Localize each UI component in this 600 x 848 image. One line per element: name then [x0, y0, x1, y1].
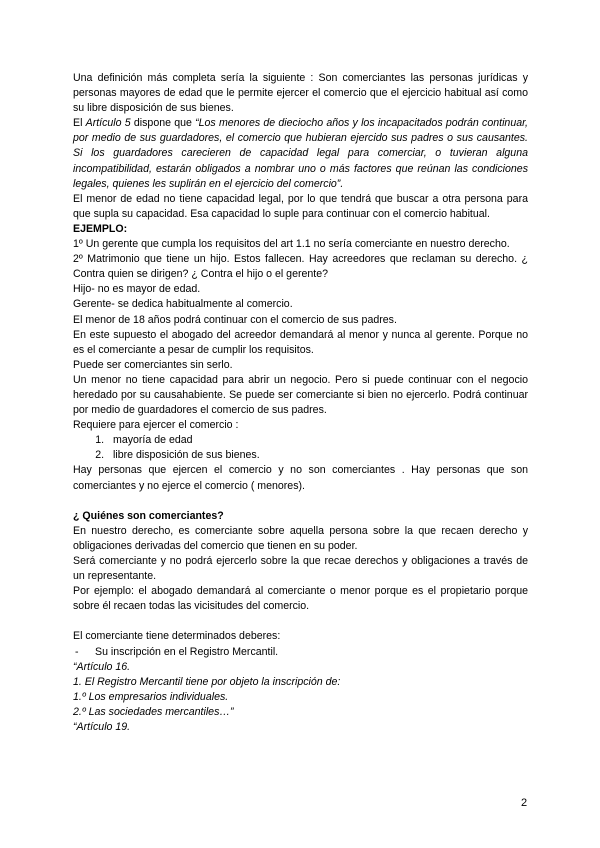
paragraph-sera-comerciante: Será comerciante y no podrá ejercerlo sobre la que recae derechos y obligaciones a través de un representante.	[73, 555, 528, 583]
text-dispone: dispone que	[130, 117, 196, 130]
article-16-line: 2.º Las sociedades mercantiles…”	[73, 705, 234, 718]
example-1: 1º Un gerente que cumpla los requisitos del art 1.1 no sería comerciante en nuestro derecho.	[73, 238, 510, 251]
requisitos-intro: Requiere para ejercer el comercio :	[73, 419, 239, 432]
example-2: 2º Matrimonio que tiene un hijo. Estos fallecen. Hay acreedores que reclaman su derecho. ¿ Contra quien se dirigen? ¿ Contra el hijo o el gerente?	[73, 253, 528, 281]
article-16-title: “Artículo 16.	[73, 660, 131, 673]
paragraph-articulo-5	[73, 116, 528, 191]
list-item: - Su inscripción en el Registro Mercantil.	[73, 645, 528, 660]
paragraph-menor: El menor de edad no tiene capacidad legal, por lo que tendrá que buscar a otra persona para que supla su capacidad. Esa capacidad lo suple para continuar con el comercio habitual.	[73, 192, 528, 220]
list-item: 1. mayoría de edad	[107, 433, 528, 448]
article-16-line: 1.º Los empresarios individuales.	[73, 690, 229, 703]
paragraph-definicion: Una definición más completa sería la siguiente : Son comerciantes las personas jurídicas y personas mayores de edad que le permite ejercer el comercio que el ejercicio habitual así como su libre disposición de sus bienes.	[73, 72, 528, 115]
deberes-intro: El comerciante tiene determinados deberes:	[73, 630, 281, 643]
example-gerente: Gerente- se dedica habitualmente al comercio.	[73, 298, 293, 311]
article-16-line: 1. El Registro Mercantil tiene por objeto la inscripción de:	[73, 675, 341, 688]
heading-quienes: ¿ Quiénes son comerciantes?	[73, 509, 224, 522]
article-quote: “Los menores de dieciocho años y los incapacitados podrán continuar, por medio de sus guardadores, el comercio que hubieran ejercido sus padres o sus causantes. Si los guardadores carecieren de capacidad legal para comerciar, o tuvieran alguna incompatibilidad, estarán obligados a nombrar uno o más factores que reúnan las condiciones legales, quienes les suplirán en el ejercicio del comercio”.	[73, 117, 528, 190]
deberes-list	[73, 645, 528, 660]
page-number: 2	[521, 797, 528, 809]
text-el: El	[73, 117, 86, 130]
example-supuesto: En este supuesto el abogado del acreedor demandará al menor y nunca al gerente. Porque no es el comerciante a pesar de cumplir los requisitos.	[73, 328, 528, 356]
article-19-title: “Artículo 19.	[73, 721, 131, 734]
example-hijo: Hijo- no es mayor de edad.	[73, 283, 201, 296]
example-menor: El menor de 18 años podrá continuar con el comercio de sus padres.	[73, 313, 397, 326]
spacer	[73, 614, 528, 629]
paragraph-nuestro-derecho: En nuestro derecho, es comerciante sobre aquella persona sobre la que recaen derecho y obligaciones derivadas del comercio que tienen en su poder.	[73, 524, 528, 552]
requisitos-list	[73, 433, 528, 463]
list-item: 2. libre disposición de sus bienes.	[107, 448, 528, 463]
example-capacidad: Un menor no tiene capacidad para abrir un negocio. Pero si puede continuar con el negocio heredado por su causahabiente. Se puede ser comerciante si bien no ejercerlo. Podrá continuar por medio de guardadores el comercio de sus padres.	[73, 373, 528, 417]
paragraph-por-ejemplo: Por ejemplo: el abogado demandará al comerciante o menor porque es el propietario porque sobre él recaen todas las vicisitudes del comercio.	[73, 585, 528, 613]
heading-ejemplo: EJEMPLO:	[73, 222, 128, 235]
article-ref: Artículo 5	[85, 117, 131, 130]
document-page	[73, 71, 528, 735]
spacer	[73, 494, 528, 509]
example-sin-serlo: Puede ser comerciantes sin serlo.	[73, 358, 233, 371]
paragraph-hay-personas: Hay personas que ejercen el comercio y no son comerciantes . Hay personas que son comerciantes y no ejerce el comercio ( menores).	[73, 464, 528, 492]
